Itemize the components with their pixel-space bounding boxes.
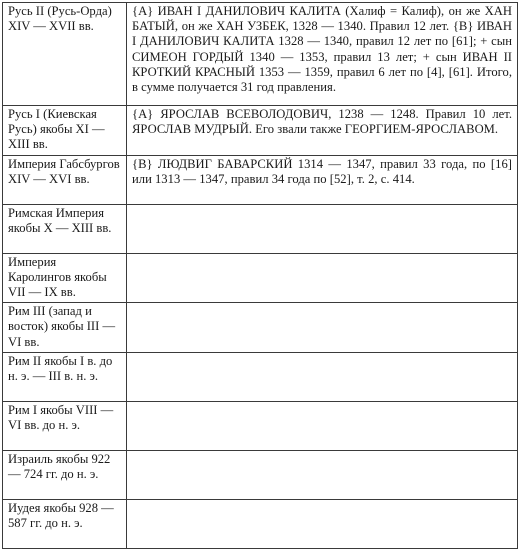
- table-row: [3, 253, 518, 303]
- era-cell: Рим II якобы I в. до н. э. — III в. н. э.: [3, 352, 127, 401]
- table-row: [3, 106, 518, 156]
- era-cell: Русь I (Киевская Русь) якобы XI — XIII вв.: [3, 106, 127, 156]
- era-cell: Иудея якобы 928 — 587 гг. до н. э.: [3, 499, 127, 548]
- table-row: [3, 450, 518, 499]
- era-cell: Израиль якобы 922 — 724 гг. до н. э.: [3, 450, 127, 499]
- table-row: [3, 401, 518, 450]
- table-row: [3, 3, 518, 106]
- ruler-text-cell: [127, 352, 518, 401]
- table-row: [3, 499, 518, 548]
- table-row: [3, 204, 518, 253]
- ruler-text-cell: [127, 499, 518, 548]
- table-row: [3, 155, 518, 204]
- era-cell: Римская Империя якобы X — XIII вв.: [3, 204, 127, 253]
- era-cell: Рим I якобы VIII — VI вв. до н. э.: [3, 401, 127, 450]
- ruler-text-cell: [127, 204, 518, 253]
- ruler-text-cell: [127, 401, 518, 450]
- era-cell: Империя Габсбургов XIV — XVI вв.: [3, 155, 127, 204]
- era-cell: Империя Каролингов якобы VII — IX вв.: [3, 253, 127, 303]
- ruler-text-cell: [127, 303, 518, 353]
- ruler-text-cell: {А} ЯРОСЛАВ ВСЕВОЛОДОВИЧ, 1238 — 1248. Правил 10 лет. ЯРОСЛАВ МУДРЫЙ. Его звали также ГЕОРГИЕМ-ЯРОСЛАВОМ.: [127, 106, 518, 156]
- era-cell: Рим III (запад и восток) якобы III — VI вв.: [3, 303, 127, 353]
- ruler-text-cell: {А} ИВАН I ДАНИЛОВИЧ КАЛИТА (Халиф = Калиф), он же ХАН БАТЫЙ, он же ХАН УЗБЕК, 1328 — 1340. Правил 12 лет. {В} ИВАН I ДАНИЛОВИЧ КАЛИТА 1328 — 1340, правил 12 лет по [61]; + сын СИМЕОН ГОРДЫЙ 1340 — 1353, правил 13 лет; + сын ИВАН II КРОТКИЙ КРАСНЫЙ 1353 — 1359, правил 6 лет по [4], [61]. Итого, в сумме получается 31 год правления.: [127, 3, 518, 106]
- ruler-text-cell: {В} ЛЮДВИГ БАВАРСКИЙ 1314 — 1347, правил 33 года, по [16] или 1313 — 1347, правил 34 года по [52], т. 2, с. 414.: [127, 155, 518, 204]
- table-row: [3, 352, 518, 401]
- era-cell: Русь II (Русь-Орда) XIV — XVII вв.: [3, 3, 127, 106]
- table-row: [3, 303, 518, 353]
- chronology-table: [2, 2, 518, 549]
- ruler-text-cell: [127, 450, 518, 499]
- ruler-text-cell: [127, 253, 518, 303]
